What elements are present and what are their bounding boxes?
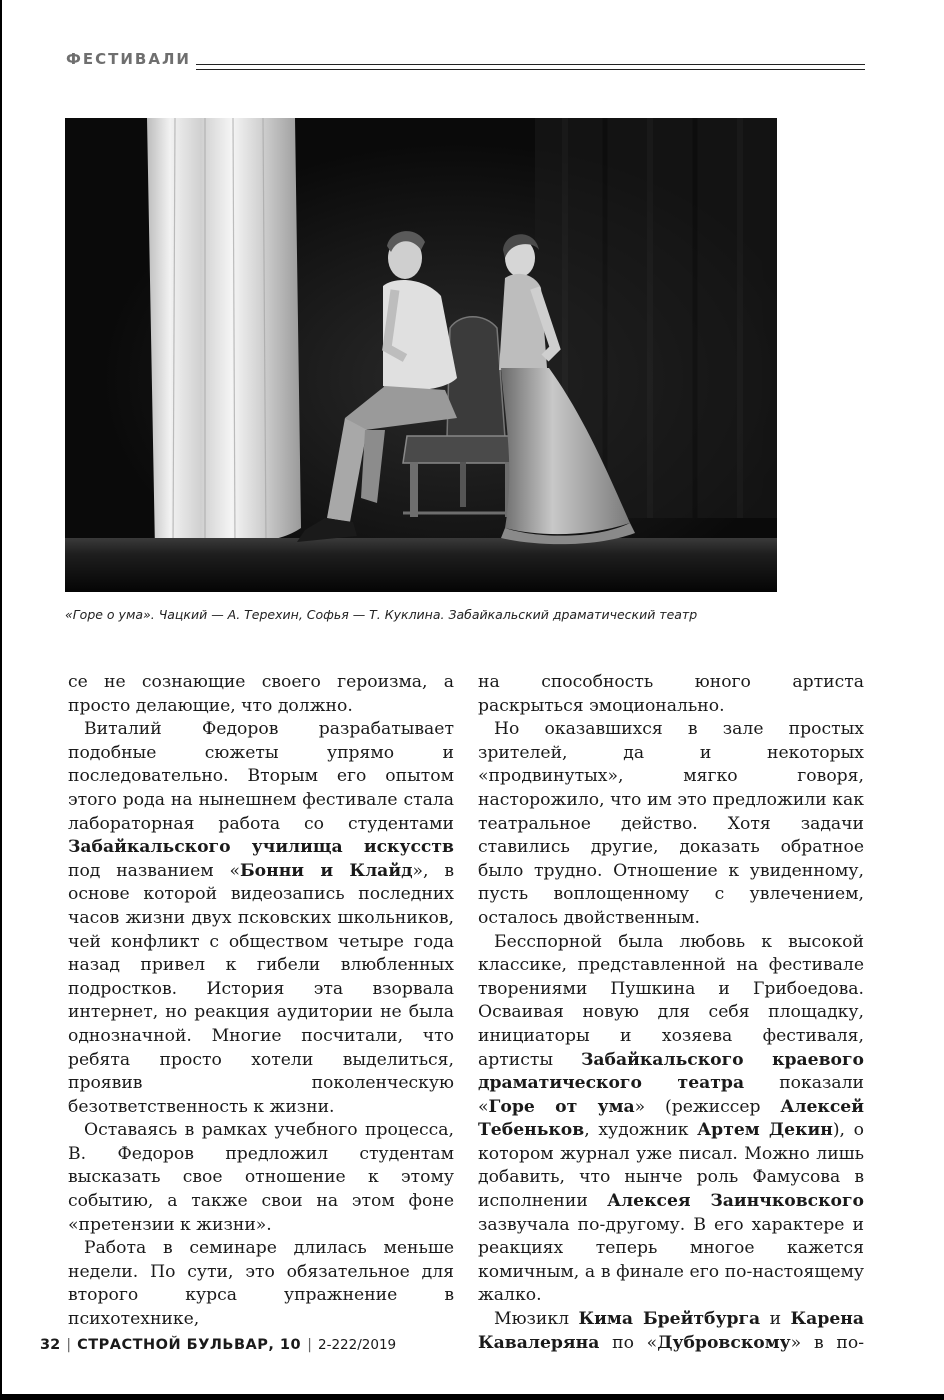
photo-caption: «Горе о ума». Чацкий — А. Терехин, Софья — Т. Куклина. Забайкальский драматический театр (65, 607, 698, 622)
bold-name: Алексей Тебеньков (478, 1096, 864, 1141)
page-number: 32 (40, 1337, 61, 1353)
paragraph: Оставаясь в рамках учебного процесса, В. Федоров предложил студентам высказать свое отношение к этому событию, а также свои на этом фоне «претензии к жизни». (68, 1120, 454, 1235)
footer-separator: | (66, 1337, 72, 1353)
bold-name: Карена Кавалеряна (478, 1309, 864, 1353)
header-rule (196, 69, 865, 70)
bold-name: Алексея Заинчковского (607, 1191, 864, 1212)
article-column-right (478, 671, 864, 1355)
paragraph: Работа в семинаре длилась меньше недели. По сути, это обязательное для второго курса упражнение в психотехнике, (68, 1238, 454, 1330)
bold-title: Горе от ума (488, 1096, 635, 1117)
section-header: ФЕСТИВАЛИ (66, 50, 191, 68)
paragraph: Но оказавшихся в зале простых зрителей, да и некоторых «продвинутых», мягко говоря, насторожило, что им это предложили как театральное действо. Хотя задачи ставились другие, доказать обратное было трудно. Отношение к увиденному, пусть воплощенному с увлечением, осталось двойственным. (478, 719, 864, 928)
page-border-left (0, 0, 2, 1400)
paragraph: Мюзикл Кима Брейтбурга и Карена Кавалеряна по «Дубровскому» в по- (478, 1309, 864, 1353)
bold-name: Забайкальского училища искусств (68, 837, 454, 858)
header-rule (196, 64, 865, 65)
stage-photo (65, 118, 777, 592)
page-footer (40, 1337, 396, 1353)
issue-number: 2-222/2019 (318, 1337, 397, 1353)
bold-name: Артем Декин (697, 1120, 833, 1141)
paragraph: Бесспорной была любовь к высокой классике, представленной на фестивале творениями Пушкина и Грибоедова. Осваивая новую для себя площадку, инициаторы и хозяева фестиваля, артисты Забайкальского краевого драматического театра показали «Горе от ума» (режиссер Алексей Тебеньков, художник Артем Декин), о котором журнал уже писал. Можно лишь добавить, что нынче роль Фамусова в исполнении Алексея Заинчковского зазвучала по-другому. В его характере и реакциях теперь многое кажется комичным, а в финале его по-настоящему жалко. (478, 931, 865, 1306)
stage-photo-illustration (65, 118, 777, 592)
bold-name: Кима Брейтбурга (578, 1309, 761, 1330)
paragraph: Виталий Федоров разрабатывает подобные сюжеты упрямо и последовательно. Вторым его опытом этого рода на нынешнем фестивале стала лабораторная работа со студентами Забайкальского училища искусств под названием «Бонни и Клайд», в основе которой видеозапись последних часов жизни двух псковских школьников, чей конфликт с обществом четыре года назад привел к гибели влюбленных подростков. История эта взорвала интернет, но реакция аудитории не была однозначной. Многие посчитали, что ребята просто хотели выделиться, проявив поколенческую безответственность к жизни. (68, 719, 454, 1117)
bold-title: Бонни и Клайд (239, 860, 413, 881)
paragraph: на способность юного артиста раскрыться эмоционально. (478, 672, 864, 716)
page-border-bottom (0, 1394, 944, 1400)
footer-separator: | (307, 1337, 312, 1353)
article-column-left (68, 671, 454, 1332)
paragraph: се не сознающие своего героизма, а просто делающие, что должно. (68, 672, 454, 716)
bold-name: Забайкальского краевого драматического театра (478, 1049, 864, 1094)
magazine-name: СТРАСТНОЙ БУЛЬВАР, 10 (77, 1337, 302, 1353)
bold-title: Дубровскому (657, 1332, 791, 1353)
